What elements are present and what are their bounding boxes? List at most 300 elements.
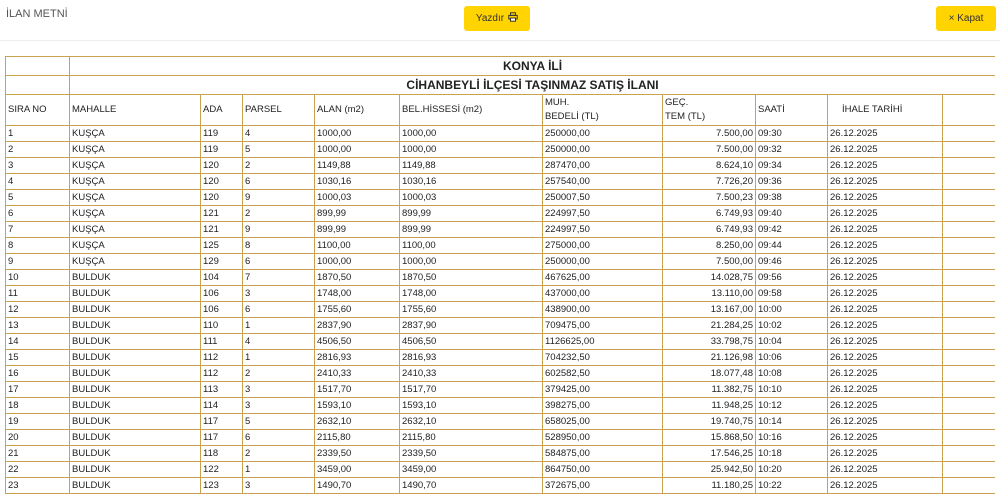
cell-ada: 120 (201, 158, 243, 174)
cell-muh: 372675,00 (543, 478, 663, 494)
cell-bel: 2339,50 (400, 446, 543, 462)
cell-parsel: 6 (243, 302, 315, 318)
col-header-ihale-tarihi: İHALE TARİHİ (828, 95, 943, 126)
cell-bel: 1000,00 (400, 254, 543, 270)
cell-ada: 117 (201, 430, 243, 446)
cell-muh: 658025,00 (543, 414, 663, 430)
cell-ada: 122 (201, 462, 243, 478)
cell-gec: 19.740,75 (663, 414, 756, 430)
cell-empty (943, 302, 996, 318)
table-row (6, 350, 996, 366)
cell-saati: 09:30 (756, 126, 828, 142)
table-row (6, 270, 996, 286)
cell-sira: 5 (6, 190, 70, 206)
cell-empty (943, 254, 996, 270)
cell-saati: 10:22 (756, 478, 828, 494)
cell-ada: 129 (201, 254, 243, 270)
cell-bel: 2816,93 (400, 350, 543, 366)
cell-saati: 10:10 (756, 382, 828, 398)
cell-ihale: 26.12.2025 (828, 318, 943, 334)
cell-empty (943, 286, 996, 302)
cell-parsel: 3 (243, 286, 315, 302)
cell-saati: 10:20 (756, 462, 828, 478)
cell-parsel: 9 (243, 222, 315, 238)
table-row (6, 446, 996, 462)
cell-ada: 106 (201, 286, 243, 302)
cell-gec: 8.250,00 (663, 238, 756, 254)
cell-muh: 257540,00 (543, 174, 663, 190)
cell-alan: 2837,90 (315, 318, 400, 334)
cell-ihale: 26.12.2025 (828, 206, 943, 222)
cell-mahalle: KUŞÇA (70, 238, 201, 254)
cell-ada: 118 (201, 446, 243, 462)
cell-parsel: 3 (243, 478, 315, 494)
cell-sira: 15 (6, 350, 70, 366)
print-label: Yazdır (475, 13, 505, 24)
cell-saati: 10:08 (756, 366, 828, 382)
col-header-gec-tem (663, 95, 756, 126)
cell-mahalle: KUŞÇA (70, 190, 201, 206)
cell-ada: 104 (201, 270, 243, 286)
cell-empty (943, 190, 996, 206)
cell-alan: 1748,00 (315, 286, 400, 302)
table-row (6, 382, 996, 398)
cell-parsel: 1 (243, 462, 315, 478)
cell-empty (943, 222, 996, 238)
cell-bel: 1755,60 (400, 302, 543, 318)
cell-muh: 467625,00 (543, 270, 663, 286)
cell-mahalle: BULDUK (70, 462, 201, 478)
cell-muh: 864750,00 (543, 462, 663, 478)
cell-bel: 2837,90 (400, 318, 543, 334)
cell-alan: 3459,00 (315, 462, 400, 478)
heading-row-2 (6, 76, 996, 95)
cell-sira: 11 (6, 286, 70, 302)
col-header-alan: ALAN (m2) (315, 95, 400, 126)
cell-bel: 1149,88 (400, 158, 543, 174)
table-heading-province: KONYA İLİ (70, 57, 996, 76)
cell-alan: 2816,93 (315, 350, 400, 366)
cell-muh: 250000,00 (543, 142, 663, 158)
cell-sira: 23 (6, 478, 70, 494)
col-header-gec-line1: GEÇ. (665, 97, 689, 108)
cell-mahalle: KUŞÇA (70, 126, 201, 142)
cell-alan: 2632,10 (315, 414, 400, 430)
top-bar (0, 0, 1000, 41)
cell-gec: 13.167,00 (663, 302, 756, 318)
cell-alan: 1000,00 (315, 142, 400, 158)
cell-empty (943, 430, 996, 446)
table-row (6, 318, 996, 334)
cell-mahalle: KUŞÇA (70, 142, 201, 158)
cell-bel: 3459,00 (400, 462, 543, 478)
cell-ihale: 26.12.2025 (828, 190, 943, 206)
table-row (6, 366, 996, 382)
cell-bel: 2410,33 (400, 366, 543, 382)
cell-ada: 111 (201, 334, 243, 350)
close-label: × Kapat (948, 13, 984, 24)
cell-empty (943, 206, 996, 222)
cell-alan: 899,99 (315, 206, 400, 222)
cell-ihale: 26.12.2025 (828, 158, 943, 174)
table-row (6, 302, 996, 318)
cell-gec: 11.180,25 (663, 478, 756, 494)
cell-bel: 1000,00 (400, 126, 543, 142)
cell-bel: 2632,10 (400, 414, 543, 430)
cell-muh: 224997,50 (543, 206, 663, 222)
cell-gec: 15.868,50 (663, 430, 756, 446)
cell-sira: 18 (6, 398, 70, 414)
table-row (6, 206, 996, 222)
cell-parsel: 2 (243, 366, 315, 382)
cell-mahalle: BULDUK (70, 318, 201, 334)
table-row (6, 238, 996, 254)
cell-ihale: 26.12.2025 (828, 238, 943, 254)
cell-saati: 10:00 (756, 302, 828, 318)
cell-ihale: 26.12.2025 (828, 270, 943, 286)
cell-gec: 17.546,25 (663, 446, 756, 462)
cell-parsel: 2 (243, 206, 315, 222)
cell-muh: 709475,00 (543, 318, 663, 334)
cell-saati: 10:04 (756, 334, 828, 350)
cell-saati: 10:18 (756, 446, 828, 462)
cell-bel: 899,99 (400, 222, 543, 238)
cell-parsel: 7 (243, 270, 315, 286)
cell-muh: 287470,00 (543, 158, 663, 174)
cell-saati: 09:34 (756, 158, 828, 174)
corner-cell (6, 57, 70, 76)
cell-gec: 33.798,75 (663, 334, 756, 350)
cell-saati: 09:36 (756, 174, 828, 190)
cell-sira: 12 (6, 302, 70, 318)
cell-bel: 1748,00 (400, 286, 543, 302)
cell-saati: 10:14 (756, 414, 828, 430)
table-row (6, 430, 996, 446)
cell-saati: 09:38 (756, 190, 828, 206)
cell-parsel: 3 (243, 398, 315, 414)
table-row (6, 254, 996, 270)
cell-gec: 7.726,20 (663, 174, 756, 190)
col-header-muh-line2: BEDELİ (TL) (545, 111, 599, 122)
cell-gec: 6.749,93 (663, 222, 756, 238)
cell-alan: 1490,70 (315, 478, 400, 494)
cell-ihale: 26.12.2025 (828, 414, 943, 430)
table-row (6, 478, 996, 494)
cell-saati: 10:16 (756, 430, 828, 446)
table-body (6, 126, 996, 494)
col-header-muh-line1: MUH. (545, 97, 570, 108)
cell-sira: 14 (6, 334, 70, 350)
cell-sira: 20 (6, 430, 70, 446)
cell-sira: 22 (6, 462, 70, 478)
cell-muh: 250000,00 (543, 126, 663, 142)
cell-empty (943, 446, 996, 462)
col-header-bel-hissesi: BEL.HİSSESİ (m2) (400, 95, 543, 126)
cell-ihale: 26.12.2025 (828, 174, 943, 190)
cell-alan: 1000,00 (315, 254, 400, 270)
cell-empty (943, 414, 996, 430)
cell-bel: 1490,70 (400, 478, 543, 494)
cell-alan: 2115,80 (315, 430, 400, 446)
table-row (6, 142, 996, 158)
cell-mahalle: BULDUK (70, 350, 201, 366)
cell-alan: 1517,70 (315, 382, 400, 398)
column-header-row (6, 95, 996, 126)
cell-ada: 114 (201, 398, 243, 414)
cell-empty (943, 318, 996, 334)
col-header-muh-bedeli (543, 95, 663, 126)
cell-ihale: 26.12.2025 (828, 254, 943, 270)
cell-empty (943, 382, 996, 398)
col-header-gec-line2: TEM (TL) (665, 111, 706, 122)
cell-bel: 1000,00 (400, 142, 543, 158)
cell-mahalle: KUŞÇA (70, 222, 201, 238)
cell-ada: 125 (201, 238, 243, 254)
cell-parsel: 4 (243, 334, 315, 350)
cell-gec: 7.500,00 (663, 142, 756, 158)
cell-muh: 602582,50 (543, 366, 663, 382)
cell-parsel: 6 (243, 430, 315, 446)
cell-ada: 117 (201, 414, 243, 430)
cell-gec: 7.500,23 (663, 190, 756, 206)
cell-ihale: 26.12.2025 (828, 350, 943, 366)
cell-parsel: 9 (243, 190, 315, 206)
cell-bel: 1517,70 (400, 382, 543, 398)
cell-ihale: 26.12.2025 (828, 302, 943, 318)
cell-sira: 19 (6, 414, 70, 430)
cell-empty (943, 366, 996, 382)
cell-gec: 8.624,10 (663, 158, 756, 174)
cell-sira: 7 (6, 222, 70, 238)
cell-empty (943, 158, 996, 174)
cell-ada: 119 (201, 126, 243, 142)
cell-gec: 18.077,48 (663, 366, 756, 382)
table-row (6, 190, 996, 206)
table-row (6, 126, 996, 142)
table-row (6, 462, 996, 478)
cell-bel: 1870,50 (400, 270, 543, 286)
cell-ihale: 26.12.2025 (828, 398, 943, 414)
cell-mahalle: KUŞÇA (70, 158, 201, 174)
cell-saati: 09:46 (756, 254, 828, 270)
cell-alan: 1755,60 (315, 302, 400, 318)
cell-mahalle: BULDUK (70, 286, 201, 302)
col-header-ada: ADA (201, 95, 243, 126)
cell-ihale: 26.12.2025 (828, 366, 943, 382)
cell-mahalle: BULDUK (70, 478, 201, 494)
cell-sira: 4 (6, 174, 70, 190)
cell-sira: 17 (6, 382, 70, 398)
cell-alan: 2410,33 (315, 366, 400, 382)
col-header-parsel: PARSEL (243, 95, 315, 126)
table-row (6, 174, 996, 190)
cell-parsel: 6 (243, 254, 315, 270)
cell-mahalle: BULDUK (70, 414, 201, 430)
cell-mahalle: BULDUK (70, 446, 201, 462)
cell-alan: 1149,88 (315, 158, 400, 174)
cell-sira: 16 (6, 366, 70, 382)
cell-empty (943, 350, 996, 366)
cell-parsel: 3 (243, 382, 315, 398)
cell-empty (943, 142, 996, 158)
cell-ihale: 26.12.2025 (828, 286, 943, 302)
cell-mahalle: BULDUK (70, 302, 201, 318)
cell-ihale: 26.12.2025 (828, 446, 943, 462)
cell-alan: 1030,16 (315, 174, 400, 190)
cell-bel: 1100,00 (400, 238, 543, 254)
cell-ihale: 26.12.2025 (828, 142, 943, 158)
cell-sira: 10 (6, 270, 70, 286)
cell-alan: 1000,00 (315, 126, 400, 142)
cell-mahalle: KUŞÇA (70, 254, 201, 270)
cell-ihale: 26.12.2025 (828, 478, 943, 494)
cell-mahalle: BULDUK (70, 398, 201, 414)
cell-muh: 224997,50 (543, 222, 663, 238)
table-row (6, 158, 996, 174)
announcement-sheet (5, 56, 995, 496)
cell-sira: 21 (6, 446, 70, 462)
cell-saati: 09:44 (756, 238, 828, 254)
corner-cell (6, 76, 70, 95)
cell-sira: 6 (6, 206, 70, 222)
cell-mahalle: BULDUK (70, 382, 201, 398)
cell-ada: 119 (201, 142, 243, 158)
cell-ada: 121 (201, 206, 243, 222)
table-row (6, 398, 996, 414)
cell-empty (943, 478, 996, 494)
cell-sira: 13 (6, 318, 70, 334)
cell-ada: 120 (201, 174, 243, 190)
cell-muh: 250007,50 (543, 190, 663, 206)
col-header-empty (943, 95, 996, 126)
cell-mahalle: BULDUK (70, 430, 201, 446)
cell-alan: 2339,50 (315, 446, 400, 462)
cell-ihale: 26.12.2025 (828, 334, 943, 350)
cell-ada: 121 (201, 222, 243, 238)
cell-ihale: 26.12.2025 (828, 462, 943, 478)
cell-parsel: 6 (243, 174, 315, 190)
cell-saati: 09:42 (756, 222, 828, 238)
cell-saati: 10:02 (756, 318, 828, 334)
cell-ihale: 26.12.2025 (828, 126, 943, 142)
cell-ihale: 26.12.2025 (828, 222, 943, 238)
cell-gec: 6.749,93 (663, 206, 756, 222)
cell-gec: 7.500,00 (663, 126, 756, 142)
cell-mahalle: BULDUK (70, 270, 201, 286)
cell-saati: 10:06 (756, 350, 828, 366)
cell-empty (943, 126, 996, 142)
cell-saati: 10:12 (756, 398, 828, 414)
cell-parsel: 2 (243, 158, 315, 174)
cell-alan: 1870,50 (315, 270, 400, 286)
cell-ada: 106 (201, 302, 243, 318)
cell-parsel: 4 (243, 126, 315, 142)
cell-bel: 1030,16 (400, 174, 543, 190)
cell-empty (943, 174, 996, 190)
cell-gec: 21.126,98 (663, 350, 756, 366)
cell-muh: 275000,00 (543, 238, 663, 254)
cell-bel: 899,99 (400, 206, 543, 222)
cell-sira: 9 (6, 254, 70, 270)
cell-muh: 379425,00 (543, 382, 663, 398)
close-button[interactable] (936, 6, 996, 31)
sale-table (5, 56, 995, 494)
table-row (6, 286, 996, 302)
cell-saati: 09:40 (756, 206, 828, 222)
cell-parsel: 2 (243, 446, 315, 462)
table-row (6, 334, 996, 350)
cell-parsel: 8 (243, 238, 315, 254)
cell-muh: 704232,50 (543, 350, 663, 366)
cell-empty (943, 334, 996, 350)
cell-empty (943, 398, 996, 414)
cell-ada: 110 (201, 318, 243, 334)
cell-ada: 123 (201, 478, 243, 494)
col-header-mahalle: MAHALLE (70, 95, 201, 126)
cell-gec: 25.942,50 (663, 462, 756, 478)
cell-muh: 398275,00 (543, 398, 663, 414)
cell-parsel: 5 (243, 414, 315, 430)
cell-saati: 09:56 (756, 270, 828, 286)
cell-ada: 113 (201, 382, 243, 398)
cell-bel: 2115,80 (400, 430, 543, 446)
table-heading-title: CİHANBEYLİ İLÇESİ TAŞINMAZ SATIŞ İLANI (70, 76, 996, 95)
cell-saati: 09:32 (756, 142, 828, 158)
cell-parsel: 5 (243, 142, 315, 158)
printer-icon (508, 12, 518, 25)
cell-alan: 1100,00 (315, 238, 400, 254)
cell-sira: 3 (6, 158, 70, 174)
cell-empty (943, 270, 996, 286)
cell-bel: 1593,10 (400, 398, 543, 414)
cell-ihale: 26.12.2025 (828, 382, 943, 398)
cell-sira: 1 (6, 126, 70, 142)
cell-muh: 438900,00 (543, 302, 663, 318)
cell-ada: 112 (201, 366, 243, 382)
cell-gec: 7.500,00 (663, 254, 756, 270)
cell-ada: 120 (201, 190, 243, 206)
cell-gec: 21.284,25 (663, 318, 756, 334)
cell-alan: 1593,10 (315, 398, 400, 414)
table-row (6, 222, 996, 238)
cell-empty (943, 462, 996, 478)
cell-mahalle: KUŞÇA (70, 174, 201, 190)
table-row (6, 414, 996, 430)
cell-mahalle: KUŞÇA (70, 206, 201, 222)
heading-row-1 (6, 57, 996, 76)
cell-muh: 1126625,00 (543, 334, 663, 350)
cell-gec: 13.110,00 (663, 286, 756, 302)
cell-muh: 584875,00 (543, 446, 663, 462)
cell-alan: 1000,03 (315, 190, 400, 206)
cell-muh: 528950,00 (543, 430, 663, 446)
cell-ihale: 26.12.2025 (828, 430, 943, 446)
cell-bel: 1000,03 (400, 190, 543, 206)
col-header-sira: SIRA NO (6, 95, 70, 126)
cell-bel: 4506,50 (400, 334, 543, 350)
cell-sira: 8 (6, 238, 70, 254)
cell-parsel: 1 (243, 318, 315, 334)
cell-muh: 437000,00 (543, 286, 663, 302)
cell-empty (943, 238, 996, 254)
cell-alan: 899,99 (315, 222, 400, 238)
cell-gec: 11.382,75 (663, 382, 756, 398)
cell-sira: 2 (6, 142, 70, 158)
cell-parsel: 1 (243, 350, 315, 366)
print-button[interactable] (464, 6, 530, 31)
cell-muh: 250000,00 (543, 254, 663, 270)
cell-alan: 4506,50 (315, 334, 400, 350)
